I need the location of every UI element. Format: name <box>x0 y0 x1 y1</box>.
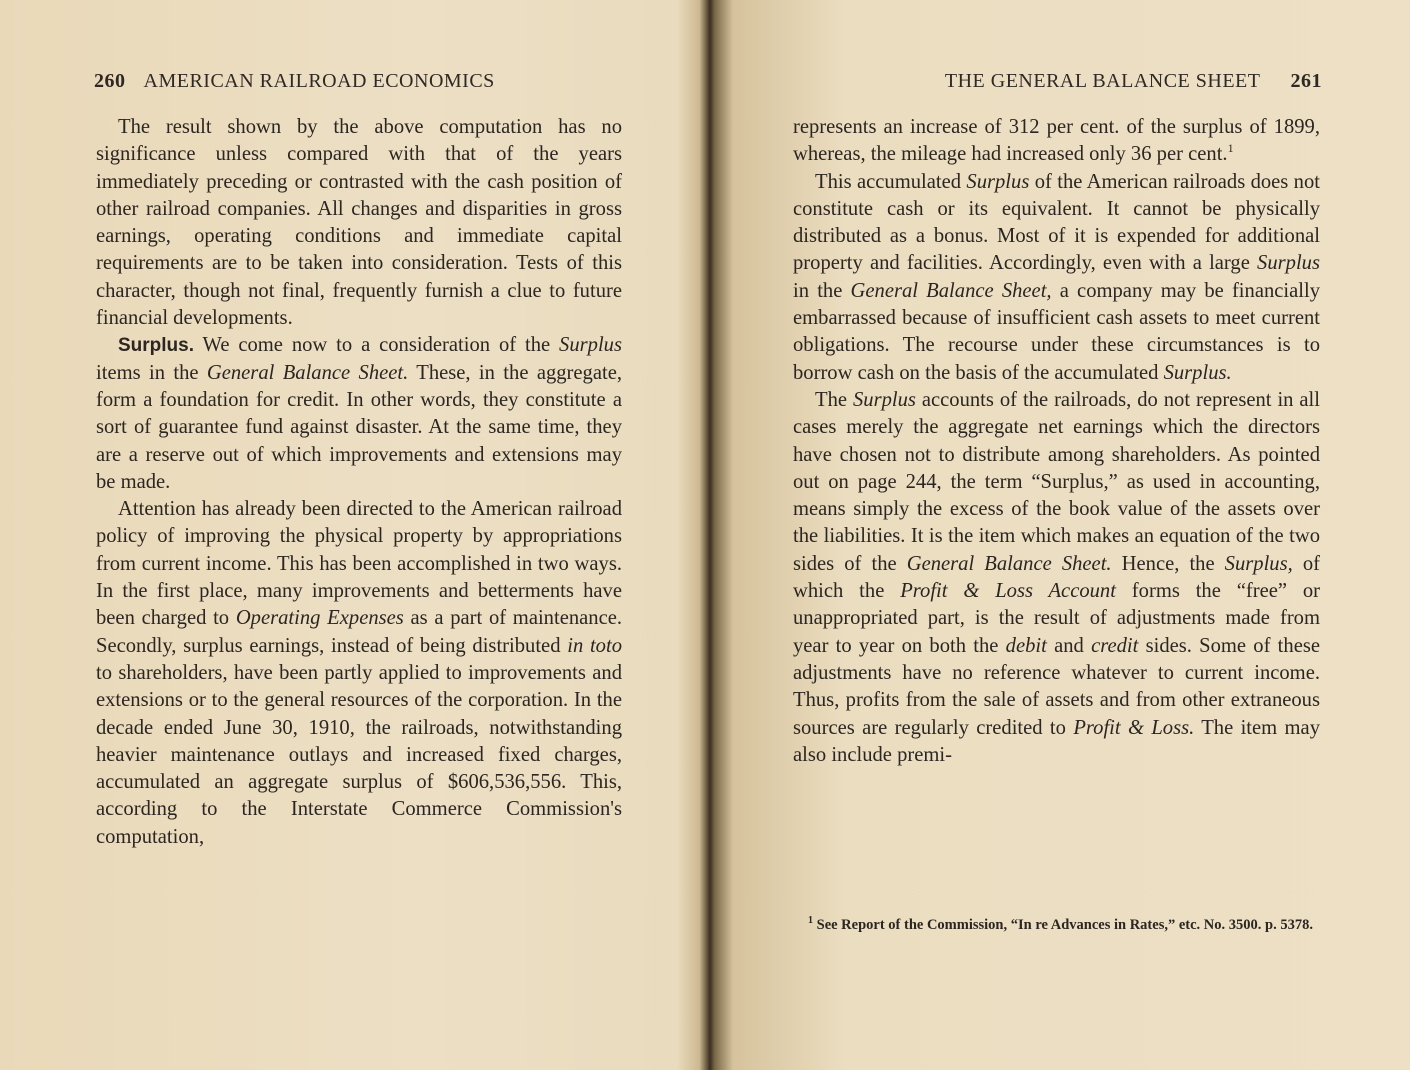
right-page <box>712 0 1410 1070</box>
footnote-mark: 1 <box>808 915 813 927</box>
right-head-title: THE GENERAL BALANCE SHEET <box>944 70 1261 92</box>
left-page <box>0 0 700 1070</box>
right-running-head <box>872 70 1322 93</box>
section-subhead: Surplus. <box>118 335 195 357</box>
paragraph: This accumulated Surplus of the American railroads does not constitute cash or its equivalent. It cannot be physically distributed as a bonus. Most of it is expended for additional property and facilities. Accordingly, even with a large Surplus in the General Balance Sheet, a company may be financially embarrassed because of insufficient cash assets to meet current obligations. The recourse under these circumstances is to borrow cash on the basis of the accumulated Surplus. <box>793 170 1321 384</box>
right-page-number: 261 <box>1290 70 1322 92</box>
left-body-text <box>96 114 622 851</box>
paragraph: Attention has already been directed to the American railroad policy of improving the physical property by appropriations from current income. This has been accomplished in two ways. In the first place, many improvements and betterments have been charged to Operating Expenses as a part of maintenance. Secondly, surplus earnings, instead of being distributed in toto to shareholders, have been partly applied to improvements and extensions or to the general resources of the corporation. In the decade ended June 30, 1910, the railroads, notwithstanding heavier maintenance outlays and increased fixed charges, accumulated an aggregate surplus of $606,536,556. This, according to the Interstate Commerce Commission's computation, <box>96 498 623 848</box>
paragraph: Surplus. We come now to a consideration of the Surplus items in the General Balance Sheet. These, in the aggregate, form a foundation for credit. In other words, they constitute a sort of guarantee fund against disaster. At the same time, they are a reserve out of which improvements and extensions may be made. <box>96 334 623 493</box>
paragraph: represents an increase of 312 per cent. of the surplus of 1899, whereas, the mileage had increased only 36 per cent.$^1$ <box>793 116 1320 166</box>
paragraph: The Surplus accounts of the railroads, do not represent in all cases merely the aggregate net earnings which the directors have chosen not to distribute among shareholders. As pointed out on page 244, the term “Surplus,” as used in accounting, means simply the excess of the book value of the assets over the liabilities. It is the item which makes an equation of the two sides of the General Balance Sheet. Hence, the Surplus, of which the Profit & Loss Account forms the “free” or unappropriated part, is the result of adjustments made from year to year on both the debit and credit sides. Some of these adjustments have no reference whatever to current income. Thus, profits from the sale of assets and from other extraneous sources are regularly credited to Profit & Loss. The item may also include premi- <box>793 388 1320 766</box>
footnote-text: See Report of the Commission, “In re Advances in Rates,” etc. No. 3500. p. 5378. <box>816 917 1313 933</box>
left-running-head <box>94 70 634 93</box>
left-page-number: 260 <box>94 70 126 92</box>
left-head-title: AMERICAN RAILROAD ECONOMICS <box>143 70 495 92</box>
footnote <box>798 914 1320 936</box>
right-body-text <box>793 114 1320 769</box>
footnote-ref: 1 <box>1227 141 1234 156</box>
paragraph: The result shown by the above computation has no significance unless compared with that of the years immediately preceding or contrasted with the cash position of other railroad companies. All changes and disparities in gross earnings, operating conditions and immediate capital requirements are to be taken into consideration. Tests of this character, though not final, frequently furnish a clue to future financial developments. <box>96 116 622 330</box>
